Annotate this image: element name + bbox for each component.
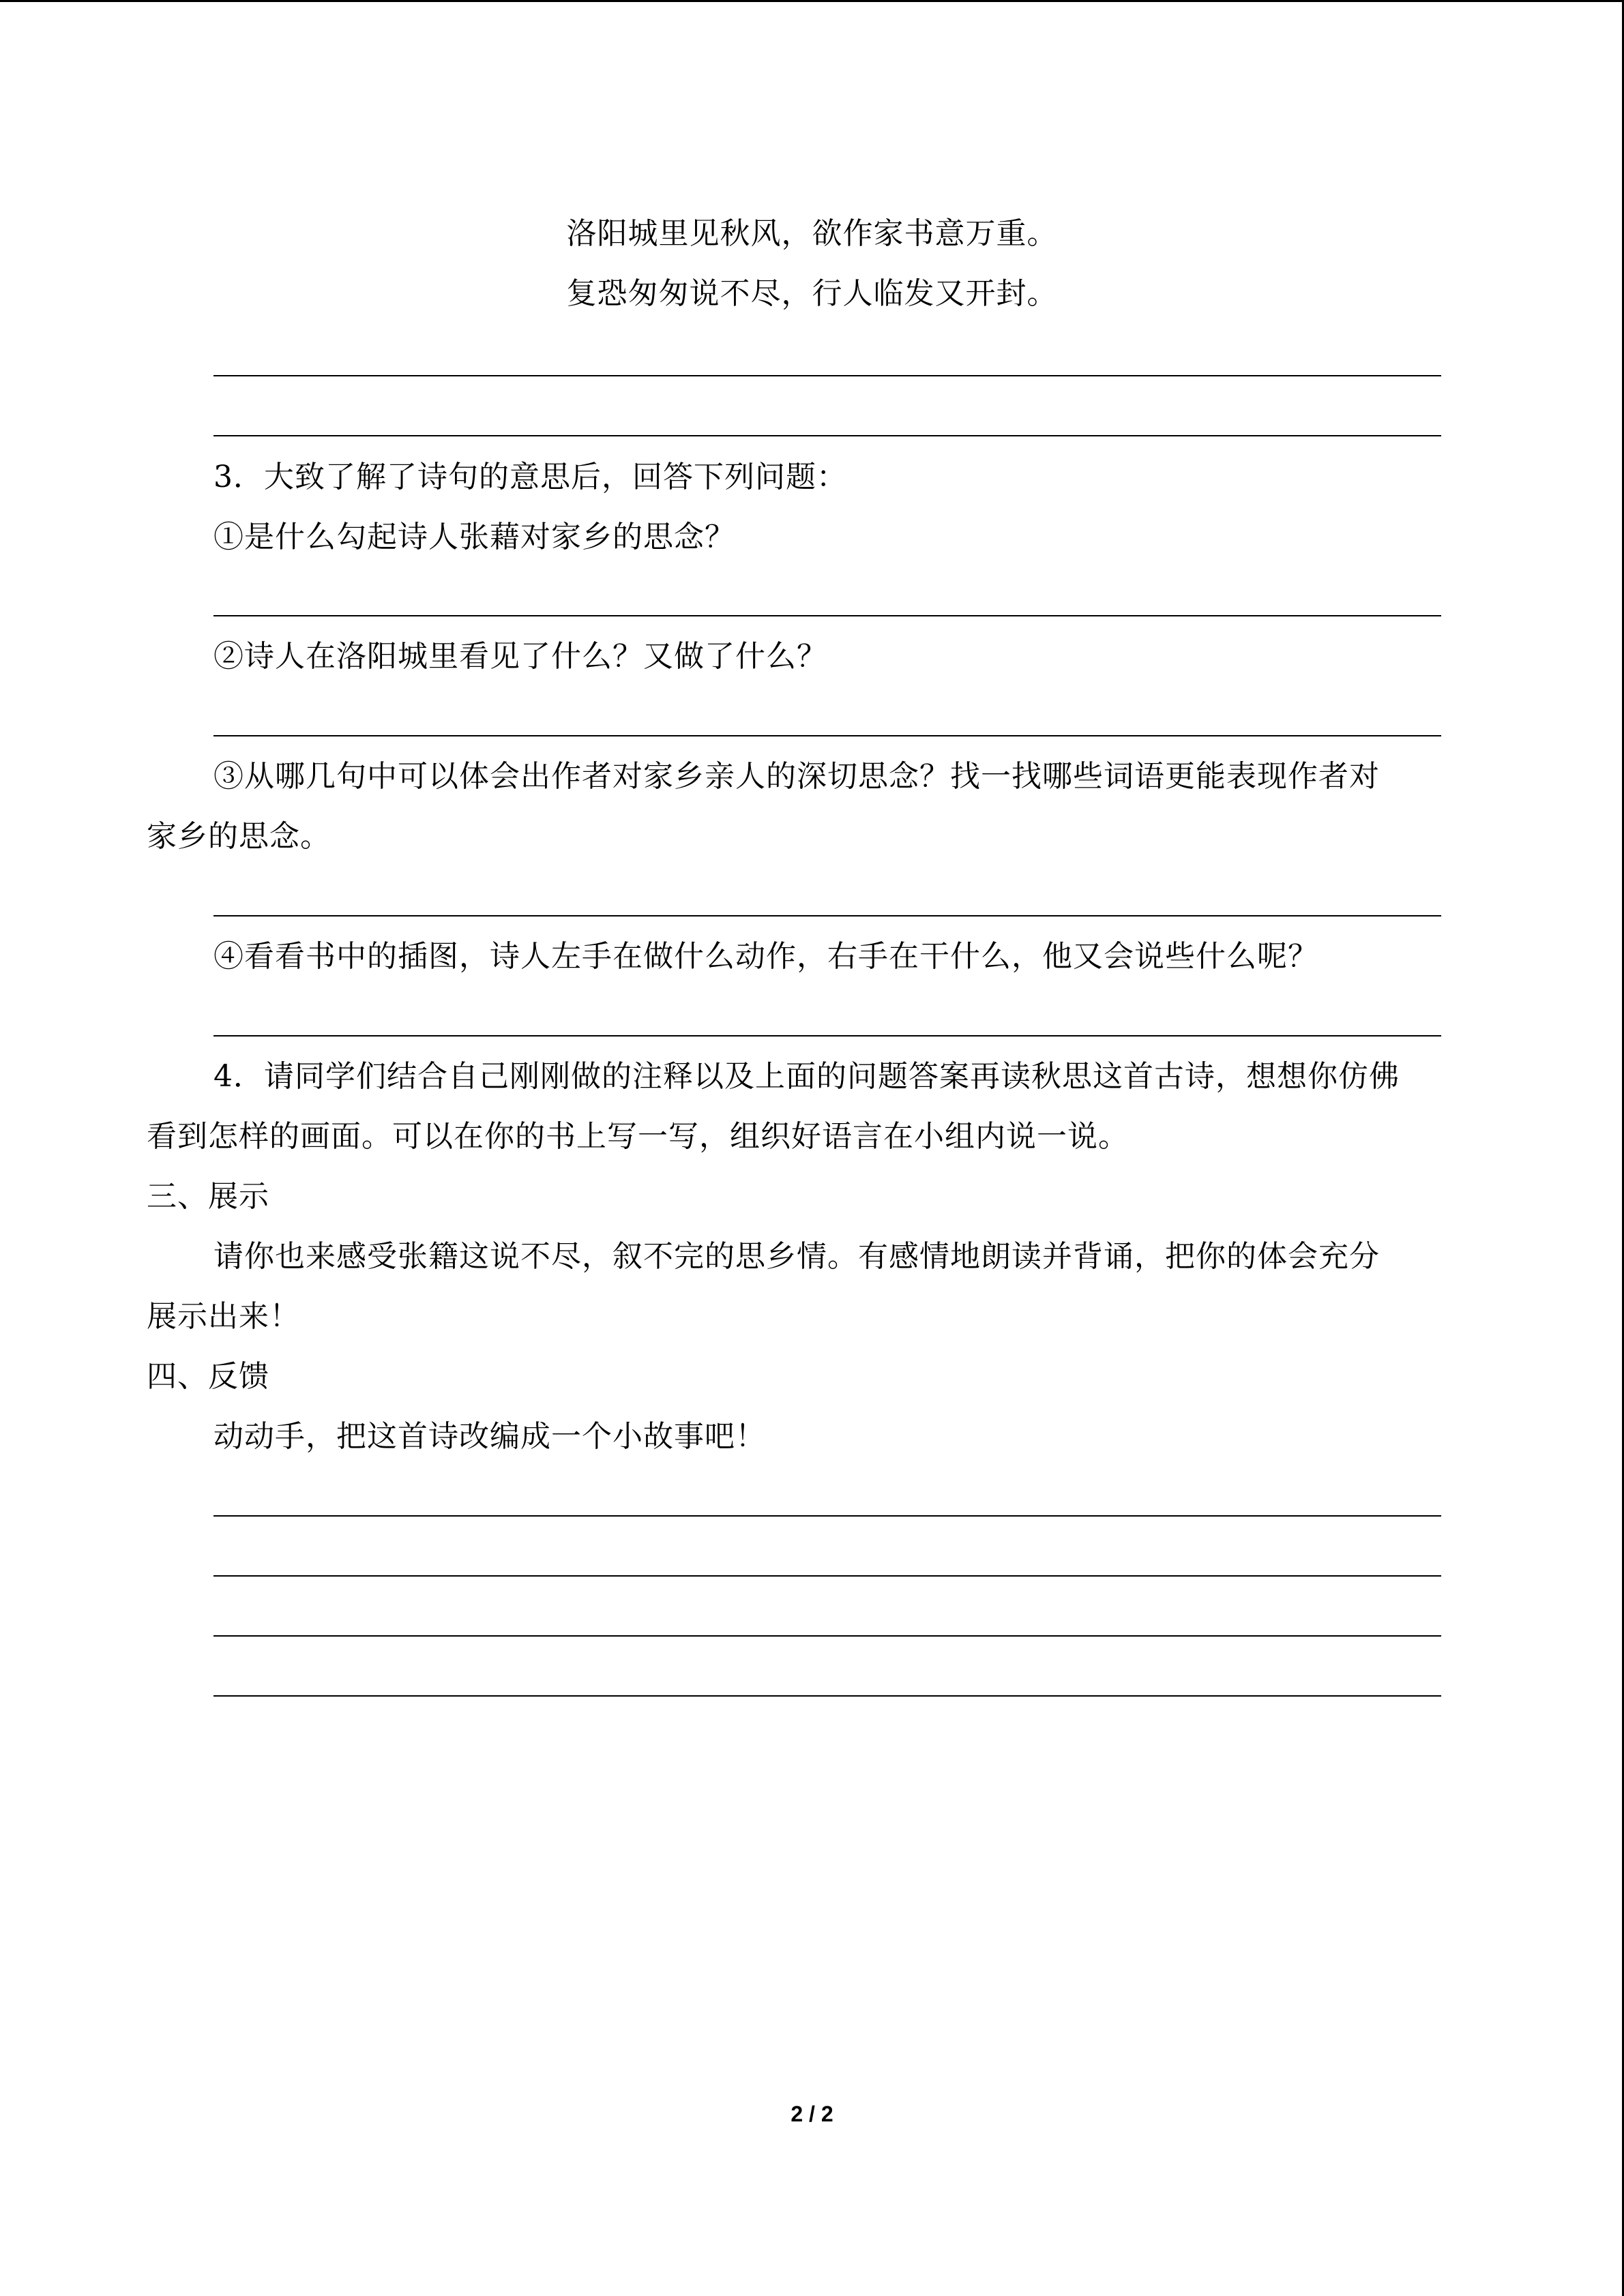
section4-line1: 动动手，把这首诗改编成一个小故事吧！ <box>213 1419 766 1454</box>
q3-sub1: ①是什么勾起诗人张藉对家乡的思念？ <box>213 520 735 554</box>
answer-line[interactable] <box>213 1635 1441 1637</box>
section3-line1: 请你也来感受张籍这说不尽，叙不完的思乡情。有感情地朗读并背诵，把你的体会充分 <box>213 1239 1380 1274</box>
section3-line2: 展示出来！ <box>147 1299 300 1334</box>
answer-line[interactable] <box>213 375 1441 376</box>
q3-sub3-line1: ③从哪几句中可以体会出作者对家乡亲人的深切思念？找一找哪些词语更能表现作者对 <box>213 759 1380 794</box>
answer-line[interactable] <box>213 1695 1441 1697</box>
answer-line[interactable] <box>213 1515 1441 1517</box>
q3-sub3-line2: 家乡的思念。 <box>147 819 331 854</box>
q3-sub4: ④看看书中的插图，诗人左手在做什么动作，右手在干什么，他又会说些什么呢？ <box>213 939 1318 974</box>
answer-line[interactable] <box>213 915 1441 916</box>
answer-line[interactable] <box>213 435 1441 436</box>
poem-line-1: 洛阳城里见秋风，欲作家书意万重。 <box>566 216 1058 251</box>
page-top-border <box>0 0 1624 2</box>
page-number: 2 / 2 <box>791 2102 833 2126</box>
answer-line[interactable] <box>213 735 1441 736</box>
poem-line-2: 复恐匆匆说不尽，行人临发又开封。 <box>566 276 1058 311</box>
q3-intro: 3．大致了解了诗句的意思后，回答下列问题： <box>213 460 847 494</box>
answer-line[interactable] <box>213 1035 1441 1037</box>
q4-line2: 看到怎样的画面。可以在你的书上写一写，组织好语言在小组内说一说。 <box>147 1119 1129 1154</box>
q3-sub2: ②诗人在洛阳城里看见了什么？又做了什么？ <box>213 639 827 674</box>
section3-heading: 三、展示 <box>147 1179 269 1214</box>
section4-heading: 四、反馈 <box>147 1359 269 1394</box>
answer-line[interactable] <box>213 615 1441 616</box>
answer-line[interactable] <box>213 1575 1441 1577</box>
q4-line1: 4．请同学们结合自己刚刚做的注释以及上面的问题答案再读秋思这首古诗，想想你仿佛 <box>213 1059 1400 1094</box>
